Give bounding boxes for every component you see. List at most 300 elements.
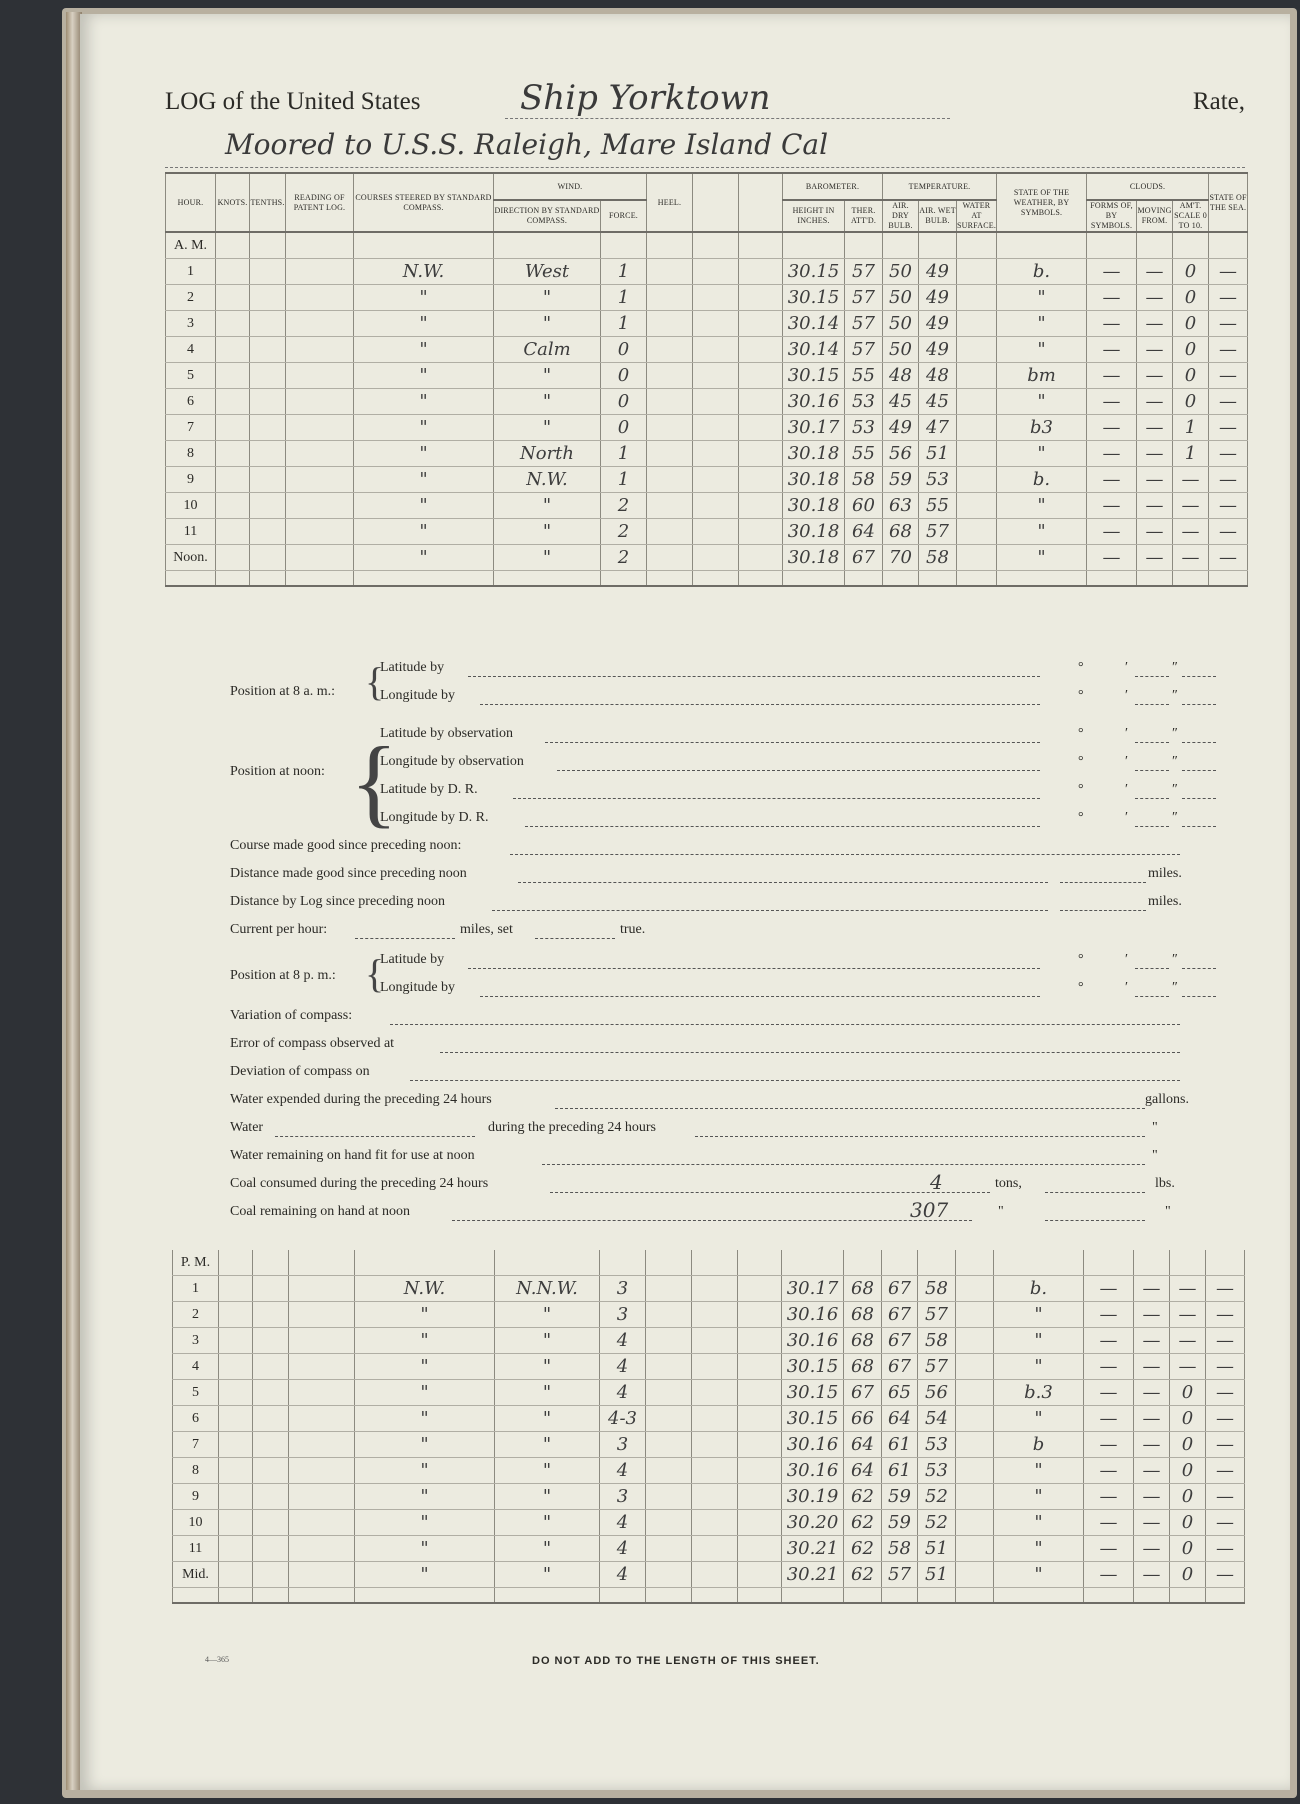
cloud-amount-cell: —	[1170, 1302, 1206, 1328]
ther-cell: 68	[844, 1354, 882, 1380]
ther-cell: 55	[845, 441, 883, 467]
cloud-forms-cell: —	[1084, 1458, 1134, 1484]
wet-bulb-cell: 49	[919, 311, 957, 337]
empty-cell	[253, 1562, 289, 1588]
empty-cell	[956, 1562, 994, 1588]
wind-direction-cell: "	[495, 1302, 600, 1328]
barometer-cell: 30.15	[782, 1380, 844, 1406]
hour-cell: 10	[166, 493, 216, 519]
barometer-cell: 30.18	[783, 467, 845, 493]
empty-cell	[692, 1380, 738, 1406]
water-remaining-ditto: "	[1152, 1148, 1158, 1163]
wind-direction-cell: Calm	[494, 337, 601, 363]
cloud-amount-cell: 0	[1173, 311, 1209, 337]
wind-force-cell: 1	[601, 285, 647, 311]
table-row	[173, 1536, 1245, 1562]
ther-cell: 62	[844, 1536, 882, 1562]
dry-bulb-cell: 49	[883, 415, 919, 441]
empty-cell	[739, 467, 783, 493]
empty-cell	[250, 363, 286, 389]
empty-cell	[646, 1276, 692, 1302]
length-notice: DO NOT ADD TO THE LENGTH OF THIS SHEET.	[532, 1655, 820, 1667]
noon-lon-obs-label: Longitude by observation	[380, 754, 524, 769]
wet-bulb-cell: 53	[918, 1458, 956, 1484]
sea-cell: —	[1206, 1406, 1245, 1432]
coal-consumed-label: Coal consumed during the preceding 24 hours	[230, 1176, 489, 1191]
wet-bulb-cell: 55	[919, 493, 957, 519]
cloud-moving-cell: —	[1134, 1380, 1170, 1406]
cloud-forms-cell: —	[1084, 1328, 1134, 1354]
degree-mark: °	[1078, 980, 1084, 995]
pos-noon-label: Position at noon:	[230, 764, 325, 779]
dry-bulb-cell: 61	[882, 1458, 918, 1484]
table-row	[166, 363, 1248, 389]
course-cell: N.W.	[355, 1276, 495, 1302]
noon-lat-dr-label: Latitude by D. R.	[380, 782, 478, 797]
form-number: 4—365	[205, 1655, 229, 1664]
ther-cell: 68	[844, 1328, 882, 1354]
sea-cell: —	[1209, 545, 1248, 571]
am-label-row	[166, 232, 1248, 259]
cloud-amount-cell: —	[1173, 467, 1209, 493]
wet-bulb-cell: 54	[918, 1406, 956, 1432]
dry-bulb-cell: 48	[883, 363, 919, 389]
wind-force-cell: 3	[600, 1302, 646, 1328]
sea-cell: —	[1209, 415, 1248, 441]
empty-cell	[286, 467, 354, 493]
sea-cell: —	[1209, 389, 1248, 415]
col-knots: KNOTS.	[216, 173, 250, 232]
hour-cell: 4	[166, 337, 216, 363]
empty-cell	[693, 337, 739, 363]
empty-cell	[253, 1328, 289, 1354]
sea-cell: —	[1206, 1510, 1245, 1536]
empty-cell	[647, 259, 693, 285]
wind-direction-cell: "	[494, 493, 601, 519]
hour-cell: 2	[173, 1302, 219, 1328]
minute-mark: ′	[1125, 782, 1129, 797]
pos-8am-label: Position at 8 a. m.:	[230, 684, 335, 699]
cloud-amount-cell: —	[1173, 493, 1209, 519]
ther-cell: 57	[845, 259, 883, 285]
second-mark: ″	[1172, 980, 1178, 995]
wet-bulb-cell: 58	[918, 1276, 956, 1302]
wind-force-cell: 2	[601, 519, 647, 545]
empty-cell	[956, 1510, 994, 1536]
empty-cell	[647, 311, 693, 337]
ther-cell: 57	[845, 285, 883, 311]
empty-cell	[692, 1510, 738, 1536]
empty-cell	[216, 389, 250, 415]
course-cell: "	[354, 519, 494, 545]
ther-cell: 57	[845, 337, 883, 363]
empty-cell	[647, 389, 693, 415]
wind-direction-cell: "	[494, 389, 601, 415]
table-row	[166, 493, 1248, 519]
col-wind-force: FORCE.	[601, 200, 647, 232]
wind-direction-cell: "	[494, 285, 601, 311]
log-title	[165, 78, 1245, 126]
empty-cell	[956, 1302, 994, 1328]
weather-cell: "	[994, 1510, 1084, 1536]
cloud-amount-cell: 0	[1170, 1406, 1206, 1432]
col-cloud-moving: MOVING FROM.	[1137, 200, 1173, 232]
weather-cell: "	[994, 1328, 1084, 1354]
empty-cell	[253, 1276, 289, 1302]
degree-mark: °	[1078, 754, 1084, 769]
cloud-moving-cell: —	[1137, 311, 1173, 337]
empty-cell	[250, 493, 286, 519]
course-cell: "	[354, 337, 494, 363]
barometer-cell: 30.17	[782, 1276, 844, 1302]
table-row	[173, 1354, 1245, 1380]
wind-direction-cell: "	[494, 415, 601, 441]
empty-cell	[957, 285, 997, 311]
cloud-amount-cell: 0	[1170, 1536, 1206, 1562]
weather-cell: "	[997, 389, 1087, 415]
pos-8am-lon-label: Longitude by	[380, 688, 456, 703]
empty-cell	[250, 545, 286, 571]
degree-mark: °	[1078, 810, 1084, 825]
dry-bulb-cell: 45	[883, 389, 919, 415]
minute-mark: ′	[1125, 980, 1129, 995]
weather-cell: "	[994, 1536, 1084, 1562]
empty-cell	[216, 415, 250, 441]
barometer-cell: 30.19	[782, 1484, 844, 1510]
cloud-forms-cell: —	[1087, 363, 1137, 389]
cloud-amount-cell: 0	[1173, 285, 1209, 311]
empty-cell	[289, 1354, 355, 1380]
ther-cell: 68	[844, 1302, 882, 1328]
col-bar-height: HEIGHT IN INCHES.	[783, 200, 845, 232]
empty-cell	[956, 1328, 994, 1354]
wet-bulb-cell: 57	[919, 519, 957, 545]
coal-consumed-value: 4	[930, 1170, 943, 1194]
empty-cell	[286, 337, 354, 363]
dry-bulb-cell: 64	[882, 1406, 918, 1432]
distance-log-miles: miles.	[1148, 894, 1182, 909]
cloud-forms-cell: —	[1087, 259, 1137, 285]
ther-cell: 67	[845, 545, 883, 571]
empty-cell	[289, 1302, 355, 1328]
cloud-moving-cell: —	[1137, 415, 1173, 441]
second-mark: ″	[1172, 754, 1178, 769]
table-row	[166, 285, 1248, 311]
cloud-amount-cell: —	[1170, 1276, 1206, 1302]
sea-cell: —	[1209, 311, 1248, 337]
empty-cell	[692, 1536, 738, 1562]
table-row	[173, 1432, 1245, 1458]
cloud-moving-cell: —	[1134, 1328, 1170, 1354]
wet-bulb-cell: 57	[918, 1302, 956, 1328]
blank-line	[1182, 980, 1216, 997]
course-cell: "	[354, 311, 494, 337]
empty-cell	[289, 1276, 355, 1302]
error-label: Error of compass observed at	[230, 1036, 395, 1051]
empty-cell	[957, 545, 997, 571]
degree-mark: °	[1078, 782, 1084, 797]
cloud-amount-cell: 1	[1173, 415, 1209, 441]
cloud-moving-cell: —	[1134, 1302, 1170, 1328]
wet-bulb-cell: 57	[918, 1354, 956, 1380]
weather-cell: "	[994, 1484, 1084, 1510]
cloud-forms-cell: —	[1084, 1354, 1134, 1380]
hour-cell: 9	[166, 467, 216, 493]
empty-cell	[216, 259, 250, 285]
empty-cell	[692, 1562, 738, 1588]
hour-cell: Mid.	[173, 1562, 219, 1588]
empty-cell	[739, 519, 783, 545]
dry-bulb-cell: 67	[882, 1276, 918, 1302]
wind-force-cell: 0	[601, 363, 647, 389]
hour-cell: 2	[166, 285, 216, 311]
empty-cell	[738, 1562, 782, 1588]
wind-force-cell: 1	[601, 467, 647, 493]
empty-cell	[957, 311, 997, 337]
col-barometer: BAROMETER.	[783, 173, 883, 200]
weather-cell: "	[994, 1562, 1084, 1588]
col-air-wet: AIR. WET BULB.	[919, 200, 957, 232]
empty-cell	[250, 259, 286, 285]
water-dist-label: Water	[230, 1120, 264, 1135]
wind-force-cell: 4	[600, 1510, 646, 1536]
second-mark: ″	[1172, 726, 1178, 741]
empty-cell	[216, 441, 250, 467]
cloud-amount-cell: 0	[1170, 1510, 1206, 1536]
dry-bulb-cell: 59	[882, 1510, 918, 1536]
empty-cell	[739, 285, 783, 311]
distance-good-miles: miles.	[1148, 866, 1182, 881]
col-weather: STATE OF THE WEATHER, BY SYMBOLS.	[997, 173, 1087, 232]
blank-line	[1182, 726, 1216, 743]
ther-cell: 53	[845, 415, 883, 441]
hour-cell: 7	[166, 415, 216, 441]
wind-force-cell: 4	[600, 1380, 646, 1406]
table-row	[166, 519, 1248, 545]
course-cell: "	[354, 493, 494, 519]
cloud-moving-cell: —	[1134, 1510, 1170, 1536]
empty-cell	[286, 363, 354, 389]
wind-force-cell: 3	[600, 1276, 646, 1302]
cloud-moving-cell: —	[1137, 363, 1173, 389]
empty-cell	[253, 1484, 289, 1510]
col-patent-log: READING OF PATENT LOG.	[286, 173, 354, 232]
course-cell: "	[355, 1510, 495, 1536]
sea-cell: —	[1206, 1328, 1245, 1354]
empty-cell	[739, 545, 783, 571]
barometer-cell: 30.15	[783, 363, 845, 389]
minute-mark: ′	[1125, 810, 1129, 825]
barometer-cell: 30.18	[783, 441, 845, 467]
barometer-cell: 30.15	[782, 1406, 844, 1432]
ther-cell: 62	[844, 1510, 882, 1536]
weather-cell: "	[997, 441, 1087, 467]
sea-cell: —	[1206, 1484, 1245, 1510]
cloud-forms-cell: —	[1087, 519, 1137, 545]
hour-cell: 11	[173, 1536, 219, 1562]
weather-cell: "	[997, 519, 1087, 545]
cloud-moving-cell: —	[1137, 285, 1173, 311]
pm-period-label: P. M.	[173, 1250, 219, 1276]
sea-cell: —	[1206, 1536, 1245, 1562]
empty-cell	[692, 1406, 738, 1432]
variation-label: Variation of compass:	[230, 1008, 353, 1023]
blank-line	[1182, 952, 1216, 969]
empty-cell	[253, 1458, 289, 1484]
empty-cell	[738, 1432, 782, 1458]
wet-bulb-cell: 53	[918, 1432, 956, 1458]
empty-cell	[956, 1484, 994, 1510]
blank-line	[1135, 660, 1169, 677]
current-label: Current per hour:	[230, 922, 328, 937]
distance-good-label: Distance made good since preceding noon	[230, 866, 467, 881]
wind-direction-cell: "	[494, 519, 601, 545]
table-row	[173, 1484, 1245, 1510]
cloud-forms-cell: —	[1084, 1510, 1134, 1536]
water-expended-label: Water expended during the preceding 24 hours	[230, 1092, 492, 1107]
empty-cell	[646, 1406, 692, 1432]
sea-cell: —	[1206, 1432, 1245, 1458]
empty-cell	[693, 545, 739, 571]
table-row	[173, 1380, 1245, 1406]
cloud-forms-cell: —	[1084, 1380, 1134, 1406]
empty-cell	[646, 1510, 692, 1536]
barometer-cell: 30.15	[782, 1354, 844, 1380]
cloud-amount-cell: 0	[1170, 1458, 1206, 1484]
empty-cell	[738, 1484, 782, 1510]
weather-cell: b.	[997, 467, 1087, 493]
weather-cell: "	[997, 545, 1087, 571]
empty-cell	[738, 1458, 782, 1484]
current-mid-label: miles, set	[460, 922, 513, 937]
empty-cell	[738, 1276, 782, 1302]
empty-cell	[693, 415, 739, 441]
barometer-cell: 30.21	[782, 1562, 844, 1588]
wet-bulb-cell: 58	[918, 1328, 956, 1354]
empty-cell	[957, 363, 997, 389]
empty-cell	[646, 1380, 692, 1406]
table-row	[166, 311, 1248, 337]
empty-cell	[956, 1432, 994, 1458]
wind-direction-cell: "	[495, 1354, 600, 1380]
wind-force-cell: 3	[600, 1432, 646, 1458]
table-row	[173, 1276, 1245, 1302]
empty-cell	[250, 441, 286, 467]
barometer-cell: 30.18	[783, 519, 845, 545]
weather-cell: "	[997, 285, 1087, 311]
empty-cell	[286, 415, 354, 441]
empty-cell	[692, 1328, 738, 1354]
coal-lbs-ditto: "	[1165, 1204, 1171, 1219]
hour-cell: 5	[173, 1380, 219, 1406]
empty-cell	[289, 1458, 355, 1484]
empty-cell	[956, 1536, 994, 1562]
cloud-amount-cell: —	[1173, 545, 1209, 571]
empty-cell	[739, 415, 783, 441]
dry-bulb-cell: 65	[882, 1380, 918, 1406]
empty-cell	[957, 337, 997, 363]
weather-cell: "	[994, 1458, 1084, 1484]
pos-8pm-lon-label: Longitude by	[380, 980, 456, 995]
cloud-moving-cell: —	[1137, 389, 1173, 415]
col-courses: COURSES STEERED BY STANDARD COMPASS.	[354, 173, 494, 232]
cloud-forms-cell: —	[1084, 1302, 1134, 1328]
distance-log-label: Distance by Log since preceding noon	[230, 894, 445, 909]
cloud-amount-cell: 0	[1173, 363, 1209, 389]
ship-location: Moored to U.S.S. Raleigh, Mare Island Cal	[165, 128, 1245, 168]
empty-cell	[286, 311, 354, 337]
course-cell: "	[354, 389, 494, 415]
cloud-forms-cell: —	[1084, 1406, 1134, 1432]
col-hour: HOUR.	[166, 173, 216, 232]
water-dist-ditto: "	[1152, 1120, 1158, 1135]
weather-cell: "	[997, 311, 1087, 337]
empty-cell	[956, 1458, 994, 1484]
empty-cell	[739, 259, 783, 285]
coal-tons-ditto: "	[998, 1204, 1004, 1219]
empty-cell	[253, 1510, 289, 1536]
empty-cell	[250, 337, 286, 363]
col-blank-1	[693, 173, 739, 232]
wind-force-cell: 4	[600, 1354, 646, 1380]
hour-cell: 4	[173, 1354, 219, 1380]
cloud-moving-cell: —	[1137, 467, 1173, 493]
cloud-moving-cell: —	[1137, 545, 1173, 571]
empty-cell	[216, 467, 250, 493]
wet-bulb-cell: 58	[919, 545, 957, 571]
wind-direction-cell: "	[495, 1458, 600, 1484]
empty-cell	[253, 1354, 289, 1380]
second-mark: ″	[1172, 952, 1178, 967]
blank-line	[1182, 782, 1216, 799]
empty-cell	[646, 1536, 692, 1562]
empty-cell	[253, 1536, 289, 1562]
wind-direction-cell: "	[495, 1406, 600, 1432]
blank-line	[1135, 810, 1169, 827]
cloud-forms-cell: —	[1087, 467, 1137, 493]
dry-bulb-cell: 70	[883, 545, 919, 571]
wind-force-cell: 4	[600, 1328, 646, 1354]
weather-cell: b.	[994, 1276, 1084, 1302]
coal-remaining-value: 307	[910, 1198, 949, 1222]
empty-cell	[250, 311, 286, 337]
empty-cell	[216, 311, 250, 337]
dry-bulb-cell: 58	[882, 1536, 918, 1562]
course-cell: N.W.	[354, 259, 494, 285]
cloud-forms-cell: —	[1087, 285, 1137, 311]
blank-line	[1135, 782, 1169, 799]
sea-cell: —	[1206, 1562, 1245, 1588]
dry-bulb-cell: 50	[883, 337, 919, 363]
empty-cell	[692, 1354, 738, 1380]
wet-bulb-cell: 49	[919, 337, 957, 363]
empty-cell	[219, 1458, 253, 1484]
minute-mark: ′	[1125, 754, 1129, 769]
cloud-forms-cell: —	[1087, 545, 1137, 571]
table-row	[166, 545, 1248, 571]
col-sea: STATE OF THE SEA.	[1209, 173, 1248, 232]
title-prefix: LOG of the United States	[165, 88, 421, 115]
empty-cell	[219, 1380, 253, 1406]
wind-force-cell: 0	[601, 415, 647, 441]
am-log-table	[165, 172, 1248, 587]
wind-direction-cell: "	[494, 363, 601, 389]
cloud-moving-cell: —	[1137, 259, 1173, 285]
course-label: Course made good since preceding noon:	[230, 838, 462, 853]
course-cell: "	[354, 441, 494, 467]
sea-cell: —	[1206, 1302, 1245, 1328]
col-clouds: CLOUDS.	[1087, 173, 1209, 200]
